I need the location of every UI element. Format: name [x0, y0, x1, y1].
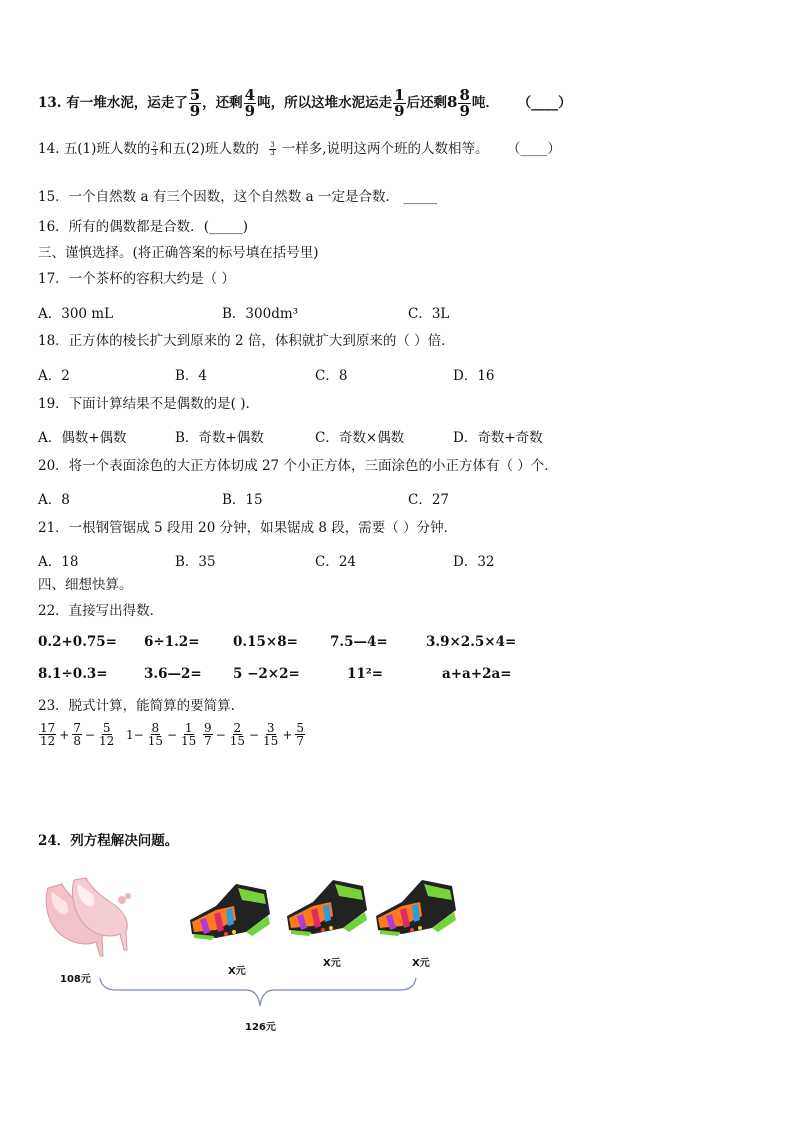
- curly-brace: [96, 976, 420, 1012]
- sock-price-label: X元: [323, 958, 341, 969]
- option-b: B．35: [175, 554, 216, 570]
- option-a: A．300 mL: [38, 306, 114, 322]
- option-a: A．偶数+偶数: [38, 430, 127, 446]
- option-c: C．27: [408, 492, 450, 508]
- calc-item: 6÷1.2=: [144, 634, 200, 650]
- sock-price-label: X元: [228, 966, 246, 977]
- question-24: 24．列方程解决问题。: [38, 833, 179, 849]
- option-b: B．4: [175, 368, 208, 384]
- question-20: 20．将一个表面涂色的大正方体切成 27 个小正方体，三面涂色的小正方体有（ ）个．: [38, 458, 558, 474]
- fraction: $\frac{3}{3}$: [270, 141, 275, 157]
- option-c: C．3L: [408, 306, 450, 322]
- socks-image: [186, 880, 272, 942]
- fraction: $\frac{8}{9}$: [459, 86, 470, 120]
- fraction: $\frac{2}{3}$: [152, 141, 157, 157]
- answer-blank: （____）: [517, 95, 572, 111]
- question-13: 13. 有一堆水泥，运走了 $\frac{5}{9}$ ，还剩 $\frac{4}{9}$ 吨，所以这堆水泥运走 $\frac{1}{9}$ 后还剩8 $\frac{8}{9}$ 吨． （____）: [38, 86, 572, 120]
- question-19: 19．下面计算结果不是偶数的是( ).: [38, 396, 250, 412]
- option-b: B．15: [222, 492, 263, 508]
- question-18: 18．正方体的棱长扩大到原来的 2 倍，体积就扩大到原来的（ ）倍．: [38, 333, 455, 349]
- option-a: A．18: [38, 554, 79, 570]
- fraction: $\frac{1}{9}$: [394, 86, 405, 120]
- question-15: 15．一个自然数 a 有三个因数，这个自然数 a 一定是合数． _____: [38, 189, 437, 205]
- calc-item: 0.15×8=: [233, 634, 298, 650]
- question-22: 22．直接写出得数．: [38, 603, 164, 619]
- answer-blank: (_____): [203, 219, 248, 235]
- calc-item: 11²=: [347, 666, 384, 682]
- fraction: $\frac{4}{9}$: [244, 86, 256, 120]
- calc-item: 0.2+0.75=: [38, 634, 117, 650]
- sock-price-label: X元: [412, 958, 430, 969]
- total-price-label: 126元: [245, 1022, 276, 1033]
- socks-image: [372, 876, 458, 938]
- calc-item: 8.1÷0.3=: [38, 666, 108, 682]
- question-14: 14. 五(1)班人数的 $\frac{2}{3}$ 和五(2)班人数的 $\frac{3}{3}$ 一样多,说明这两个班的人数相等。 （____）: [38, 141, 561, 157]
- option-b: B．300dm³: [222, 306, 299, 322]
- option-d: D．16: [453, 368, 495, 384]
- question-21: 21．一根钢管锯成 5 段用 20 分钟，如果锯成 8 段，需要（ ）分钟．: [38, 520, 458, 536]
- socks-image: [283, 876, 369, 938]
- question-16: 16．所有的偶数都是合数．(_____): [38, 219, 248, 235]
- calc-item: 3.9×2.5×4=: [426, 634, 517, 650]
- question-17: 17．一个茶杯的容积大约是（ ）: [38, 271, 235, 287]
- calc-item: a+a+2a=: [442, 666, 512, 682]
- option-c: C．24: [315, 554, 357, 570]
- option-c: C．8: [315, 368, 348, 384]
- section-heading-3: 三、谨慎选择。(将正确答案的标号填在括号里): [38, 245, 319, 261]
- answer-blank: （____）: [506, 141, 561, 157]
- calc-item: 3.6—2=: [144, 666, 202, 682]
- fraction: $\frac{5}{9}$: [189, 86, 201, 120]
- calc-item: 7.5—4=: [330, 634, 388, 650]
- option-a: A．8: [38, 492, 70, 508]
- expression-1: $\frac{17}{12}$ + $\frac{7}{8}$ − $\frac{5}{12}$: [40, 721, 115, 748]
- shoes-price-label: 108元: [60, 974, 91, 985]
- answer-blank: _____: [403, 189, 437, 205]
- calc-item: 5 −2×2=: [233, 666, 300, 682]
- option-d: D．32: [453, 554, 495, 570]
- expression-2: 1− $\frac{8}{15}$ − $\frac{1}{15}$: [126, 721, 197, 748]
- high-heel-shoes-image: [40, 870, 136, 960]
- option-d: D．奇数+奇数: [453, 430, 543, 446]
- section-heading-4: 四、细想快算。: [38, 577, 133, 593]
- option-b: B．奇数+偶数: [175, 430, 264, 446]
- expression-3: $\frac{9}{7}$ − $\frac{2}{15}$ − $\frac{3}{15}$ + $\frac{5}{7}$: [204, 721, 305, 748]
- option-a: A．2: [38, 368, 70, 384]
- question-23: 23．脱式计算，能简算的要简算.: [38, 698, 235, 714]
- option-c: C．奇数×偶数: [315, 430, 405, 446]
